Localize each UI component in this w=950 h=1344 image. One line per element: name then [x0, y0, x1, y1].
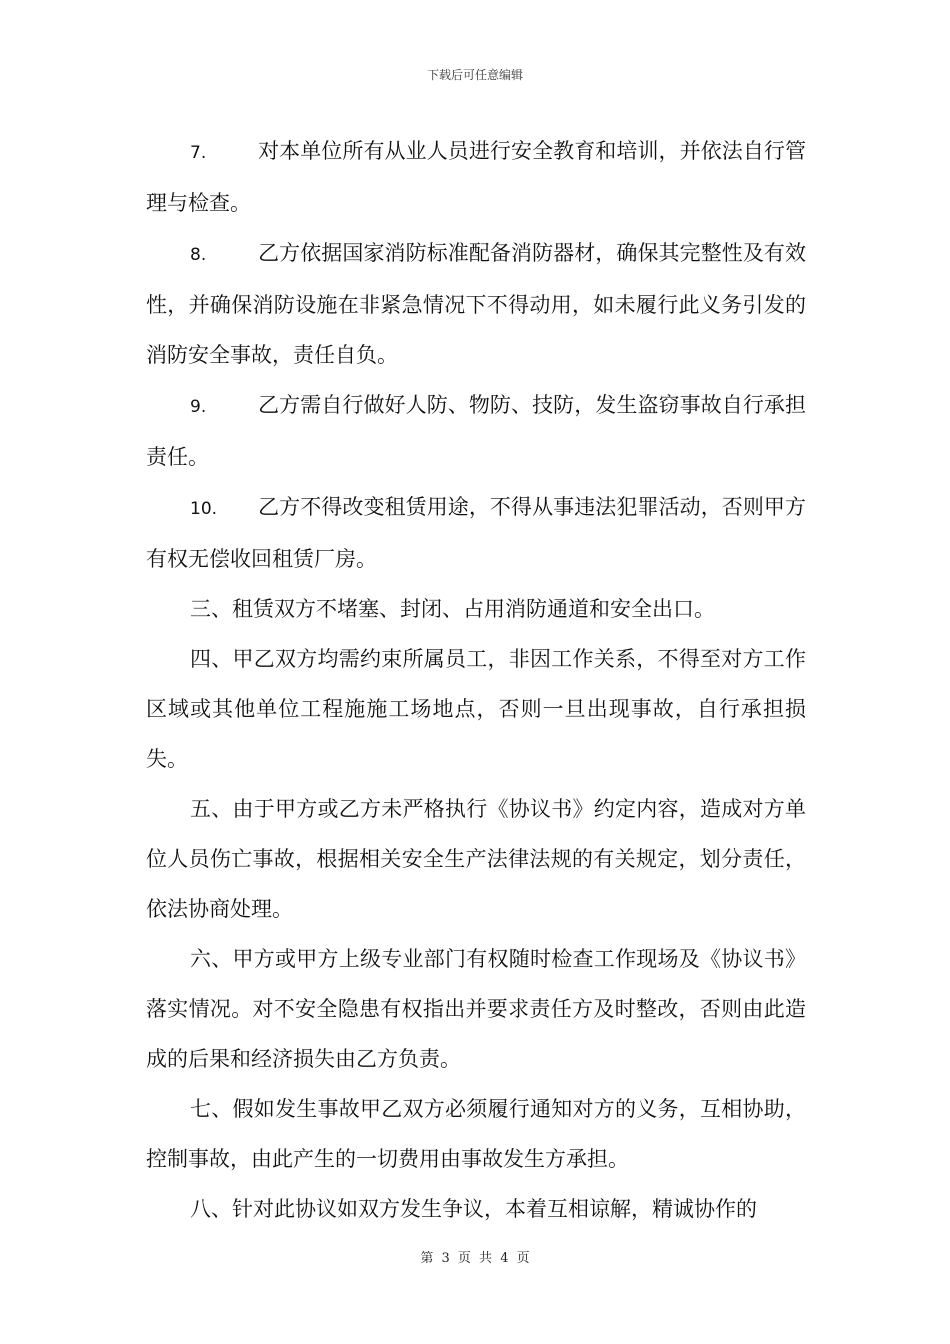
- item-text: 乙方需自行做好人防、物防、技防，发生盗窃事故自行承担责任。: [146, 393, 806, 469]
- page-header: 下载后可任意编辑: [426, 68, 523, 82]
- paragraph: 五、由于甲方或乙方未严格执行《协议书》约定内容，造成对方单位人员伤亡事故，根据相关安全生产法律法规的有关规定，划分责任，依法协商处理。: [146, 797, 806, 921]
- paragraph: 八、针对此协议如双方发生争议，本着互相谅解，精诚协作的: [190, 1197, 757, 1221]
- item-number: 7.: [190, 143, 207, 163]
- document-body: [146, 126, 806, 1234]
- paragraph: 六、甲方或甲方上级专业部门有权随时检查工作现场及《协议书》落实情况。对不安全隐患有权指出并要求责任方及时整改，否则由此造成的后果和经济损失由乙方负责。: [146, 947, 806, 1071]
- paragraph: 四、甲乙双方均需约束所属员工，非因工作关系，不得至对方工作区域或其他单位工程施施工场地点，否则一旦出现事故，自行承担损失。: [146, 647, 806, 771]
- list-item: [146, 126, 806, 228]
- item-number: 9.: [190, 397, 207, 417]
- item-number: 10.: [190, 499, 218, 519]
- list-item: [146, 228, 806, 380]
- paragraph: 七、假如发生事故甲乙双方必须履行通知对方的义务，互相协助，控制事故，由此产生的一切费用由事故发生方承担。: [146, 1097, 806, 1171]
- list-item: [146, 482, 806, 584]
- page-number: 第 3 页 共 4 页: [420, 1251, 530, 1266]
- item-text: 对本单位所有从业人员进行安全教育和培训，并依法自行管理与检查。: [146, 139, 806, 215]
- paragraph: 三、租赁双方不堵塞、封闭、占用消防通道和安全出口。: [190, 597, 715, 621]
- list-item: [146, 380, 806, 482]
- item-text: 乙方不得改变租赁用途，不得从事违法犯罪活动，否则甲方有权无偿收回租赁厂房。: [146, 495, 806, 571]
- item-number: 8.: [190, 245, 207, 265]
- item-text: 乙方依据国家消防标准配备消防器材，确保其完整性及有效性，并确保消防设施在非紧急情况下不得动用，如未履行此义务引发的消防安全事故，责任自负。: [146, 241, 806, 367]
